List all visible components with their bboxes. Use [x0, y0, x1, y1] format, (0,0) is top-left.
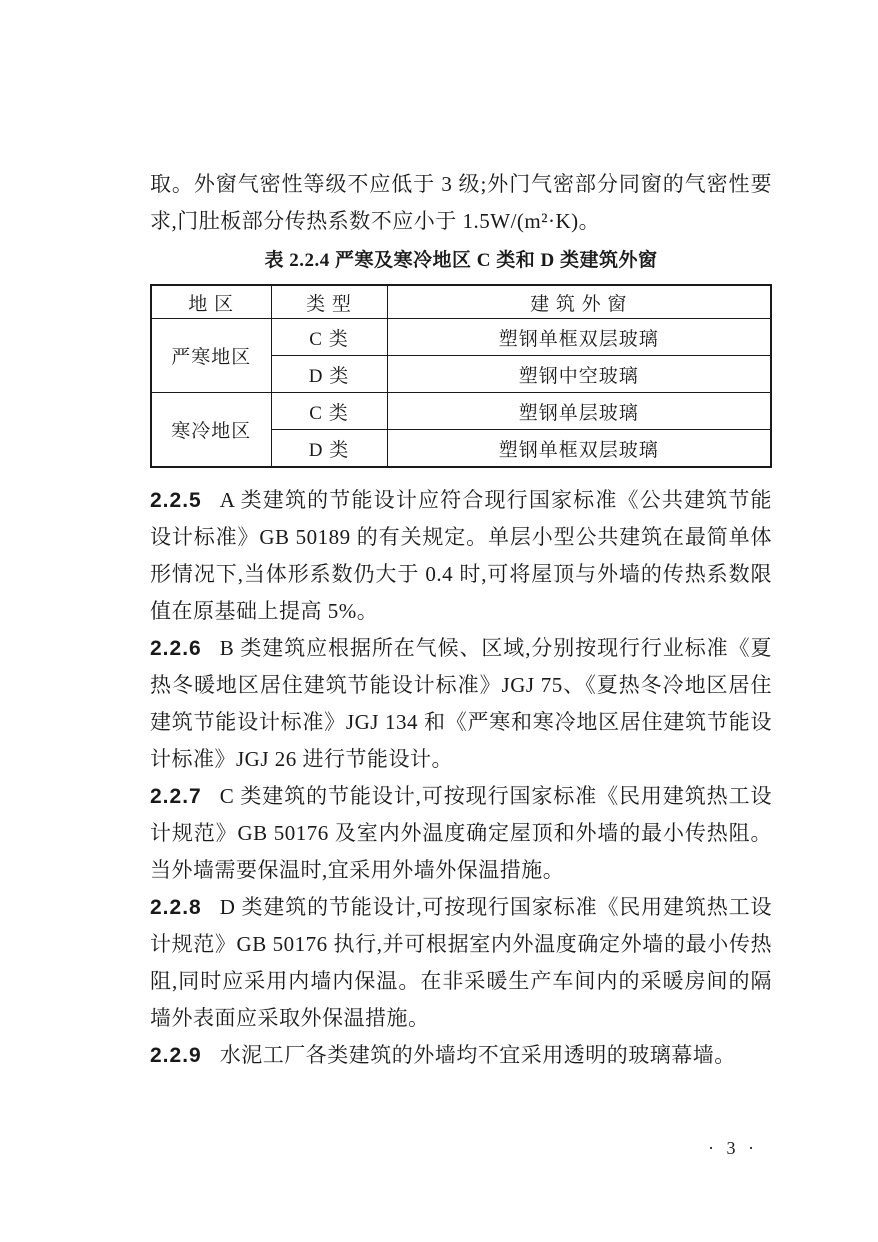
- section-list: [150, 482, 772, 1074]
- section-number: 2.2.9: [150, 1044, 202, 1067]
- section-text: B 类建筑应根据所在气候、区域,分别按现行行业标准《夏热冬暖地区居住建筑节能设计标准》JGJ 75、《夏热冬冷地区居住建筑节能设计标准》JGJ 134 和《严寒和寒冷地区居住建筑节能设计标准》JGJ 26 进行节能设计。: [150, 636, 772, 771]
- section-paragraph: [150, 630, 772, 778]
- table-row: [151, 393, 771, 430]
- table-caption: 表 2.2.4 严寒及寒冷地区 C 类和 D 类建筑外窗: [264, 250, 658, 271]
- type-cell: C 类: [271, 319, 387, 356]
- window-cell: 塑钢单层玻璃: [387, 393, 771, 430]
- type-cell: D 类: [271, 356, 387, 393]
- page-content: [150, 166, 772, 1074]
- window-cell: 塑钢单框双层玻璃: [387, 430, 771, 468]
- section-text: D 类建筑的节能设计,可按现行国家标准《民用建筑热工设计规范》GB 50176 执行,并可根据室内外温度确定外墙的最小传热阻,同时应采用内墙内保温。在非采暖生产车间内的采暖房间的隔墙外表面应采取外保温措施。: [150, 895, 772, 1030]
- section-number: 2.2.6: [150, 637, 202, 660]
- window-cell: 塑钢单框双层玻璃: [387, 319, 771, 356]
- section-paragraph: [150, 482, 772, 630]
- section-text: 水泥工厂各类建筑的外墙均不宜采用透明的玻璃幕墙。: [219, 1043, 736, 1067]
- type-cell: C 类: [271, 393, 387, 430]
- table-header-row: [151, 285, 771, 319]
- table-row: [151, 319, 771, 356]
- header-region: 地 区: [151, 285, 271, 319]
- type-cell: D 类: [271, 430, 387, 468]
- section-number: 2.2.7: [150, 785, 202, 808]
- region-cell: 寒冷地区: [151, 393, 271, 468]
- section-text: A 类建筑的节能设计应符合现行国家标准《公共建筑节能设计标准》GB 50189 的有关规定。单层小型公共建筑在最简单体形情况下,当体形系数仍大于 0.4 时,可将屋顶与外墙的传热系数限值在原基础上提高 5%。: [150, 488, 772, 623]
- intro-paragraph: 取。外窗气密性等级不应低于 3 级;外门气密部分同窗的气密性要求,门肚板部分传热系数不应小于 1.5W/(m²·K)。: [150, 172, 772, 233]
- page-number: · 3 ·: [708, 1138, 758, 1158]
- header-type: 类 型: [271, 285, 387, 319]
- section-text: C 类建筑的节能设计,可按现行国家标准《民用建筑热工设计规范》GB 50176 及室内外温度确定屋顶和外墙的最小传热阻。当外墙需要保温时,宜采用外墙外保温措施。: [150, 784, 772, 882]
- window-cell: 塑钢中空玻璃: [387, 356, 771, 393]
- window-spec-table: [150, 284, 772, 468]
- section-paragraph: [150, 1037, 772, 1074]
- section-paragraph: [150, 889, 772, 1037]
- section-paragraph: [150, 778, 772, 889]
- region-cell: 严寒地区: [151, 319, 271, 393]
- section-number: 2.2.8: [150, 896, 202, 919]
- section-number: 2.2.5: [150, 489, 202, 512]
- header-window: 建 筑 外 窗: [387, 285, 771, 319]
